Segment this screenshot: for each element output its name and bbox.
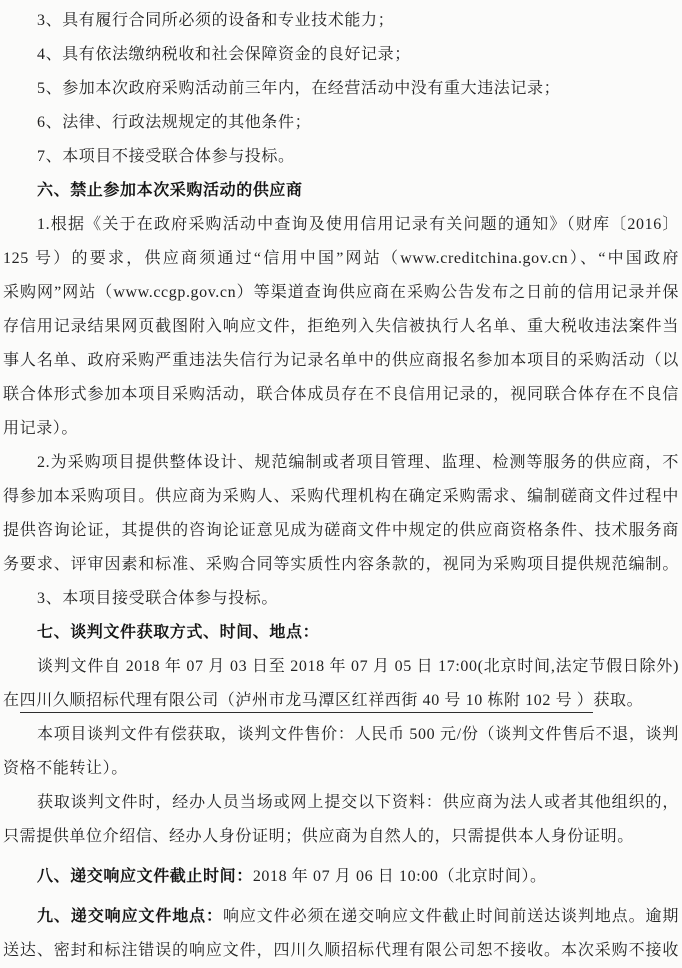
section9-text-line: 送达、密封和标注错误的响应文件，四川久顺招标代理有限公司恕不接收。本次采购不接收 (3, 942, 679, 959)
section7-time-line: 谈判文件自 2018 年 07 月 03 日至 2018 年 07 月 05 日 17:00(北京时间,法定节假日除外) (37, 658, 679, 675)
section7-heading: 七、谈判文件获取方式、时间、地点： (37, 624, 320, 641)
section8-deadline-line (3, 860, 679, 894)
section7-location-line (3, 684, 679, 718)
section7-price-line: 资格不能转让）。 (3, 760, 128, 777)
section9-text: 响应文件必须在递交响应文件截止时间前送达谈判地点。逾期 (222, 908, 679, 925)
section6-para2-line: 得参加本采购项目。供应商为采购人、采购代理机构在确定采购需求、编制磋商文件过程中 (3, 488, 679, 505)
section8-deadline-value: 2018 年 07 月 06 日 10:00（北京时间）。 (252, 868, 547, 885)
section8-label: 八、递交响应文件截止时间： (37, 868, 253, 885)
qualification-item-5: 5、参加本次政府采购活动前三年内，在经营活动中没有重大违法记录； (37, 80, 561, 97)
section6-para2-line: 2.为采购项目提供整体设计、规范编制或者项目管理、监理、检测等服务的供应商，不 (37, 454, 679, 471)
section6-para1-line: 联合体形式参加本项目采购活动，联合体成员存在不良信用记录的，视同联合体存在不良信 (3, 386, 679, 403)
agency-address-underlined: 四川久顺招标代理有限公司（泸州市龙马潭区红祥西街 40 号 10 栋附 102 号 ） (20, 692, 594, 713)
section9-label: 九、递交响应文件地点： (37, 908, 223, 925)
section7-price-line: 本项目谈判文件有偿获取，谈判文件售价：人民币 500 元/份（谈判文件售后不退，谈判 (37, 726, 679, 743)
qualification-item-7: 7、本项目不接受联合体参与投标。 (37, 148, 295, 165)
section6-heading: 六、禁止参加本次采购活动的供应商 (37, 182, 303, 199)
section6-para1-line: 125 号）的要求，供应商须通过“信用中国”网站（www.creditchina.gov.cn）、“中国政府 (3, 250, 679, 267)
section6-para2-line: 提供咨询论证，其提供的咨询论证意见成为磋商文件中规定的供应商资格条件、技术服务商 (3, 522, 679, 539)
section6-para1-line: 存信用记录结果网页截图附入响应文件，拒绝列入失信被执行人名单、重大税收违法案件当 (3, 318, 679, 335)
section6-para1-line: 采购网”网站（www.ccgp.gov.cn）等渠道查询供应商在采购公告发布之日前的信用记录并保 (3, 284, 679, 301)
section6-para1-line: 1.根据《关于在政府采购活动中查询及使用信用记录有关问题的通知》（财库〔2016〕 (37, 216, 679, 233)
location-suffix: 获取。 (593, 692, 644, 709)
qualification-item-6: 6、法律、行政法规规定的其他条件； (37, 114, 312, 131)
qualification-item-4: 4、具有依法缴纳税收和社会保障资金的良好记录； (37, 46, 411, 63)
location-prefix: 在 (3, 692, 20, 709)
qualification-item-3: 3、具有履行合同所必须的设备和专业技术能力； (37, 12, 395, 29)
section9-location-line (3, 900, 679, 934)
section6-para1-line: 用记录）。 (3, 420, 79, 437)
section6-para1-line: 事人名单、政府采购严重违法失信行为记录名单中的供应商报名参加本项目的采购活动（以 (3, 352, 679, 369)
section6-para2-line: 务要求、评审因素和标准、采购合同等实质性内容条款的，视同为采购项目提供规范编制。 (3, 556, 679, 573)
section6-item-3: 3、本项目接受联合体参与投标。 (37, 590, 279, 607)
section7-obtain-line: 只需提供单位介绍信、经办人身份证明；供应商为自然人的，只需提供本人身份证明。 (3, 828, 634, 845)
section7-obtain-line: 获取谈判文件时，经办人员当场或网上提交以下资料：供应商为法人或者其他组织的， (37, 794, 679, 811)
